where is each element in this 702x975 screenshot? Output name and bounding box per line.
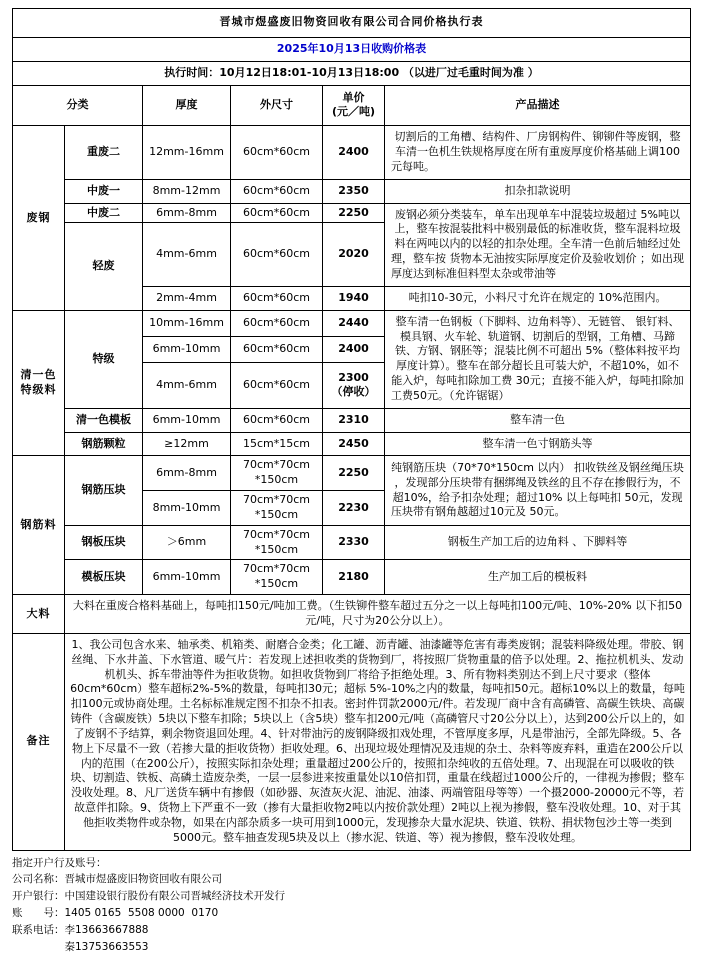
size-8: 60cm*60cm — [231, 408, 323, 432]
price-7: 2300 （停收） — [323, 362, 385, 408]
size-6: 60cm*60cm — [231, 336, 323, 362]
price-0: 2400 — [323, 126, 385, 180]
table-row — [13, 203, 691, 223]
thickness-9: ≥12mm — [143, 432, 231, 456]
thickness-7: 4mm-6mm — [143, 362, 231, 408]
desc-gangban-yakuai: 钢板生产加工后的边角料 、下脚料等 — [385, 525, 691, 560]
group-beizhu: 备注 — [13, 633, 65, 850]
thickness-6: 6mm-10mm — [143, 336, 231, 362]
table-row — [13, 179, 691, 203]
footer-bank: 开户银行：中国建设银行股份有限公司晋城经济技术开发行 — [12, 890, 285, 903]
subtitle-row — [13, 37, 691, 61]
price-11: 2230 — [323, 491, 385, 526]
desc-koujian-body: 废钢必须分类装车，单车出现单车中混装垃圾超过 5%吨以上，整车按混装批料中极别最低的标准收货，整车混料垃圾料在两吨以内的以轻的扣杂处理。全车清一色前后轴经过处理，整车按 货物本无油按实际厚度定价及验收划价 ；如出现厚度达到标准但料型太杂或带油等 — [385, 203, 691, 286]
size-10: 70cm*70cm *150cm — [231, 456, 323, 491]
thickness-4: 2mm-4mm — [143, 286, 231, 310]
table-row — [13, 525, 691, 560]
document-title: 晋城市煜盛废旧物资回收有限公司合同价格执行表 — [13, 9, 691, 38]
thickness-12: ＞6mm — [143, 525, 231, 560]
sub-muban-yakuai: 模板压块 — [65, 560, 143, 595]
desc-gangjin-yakuai: 纯钢筋压块（70*70*150cm 以内） 扣收铁丝及钢丝绳压块 ，发现部分压块带有捆绑绳及铁丝的且不存在掺假行为，不超10%，给予扣杂处理；超过10% 以上每吨扣 50元，发现压块带有钢角越超过10元及 50元。 — [385, 456, 691, 525]
size-11: 70cm*70cm *150cm — [231, 491, 323, 526]
price-10: 2250 — [323, 456, 385, 491]
execution-time: 执行时间：10月12日18:01-10月13日18:00 （以进厂过毛重时间为准 ） — [13, 61, 691, 85]
desc-daliao: 大料在重废合格料基础上，每吨扣150元/吨加工费。（生铁铆件整车超过五分之一以上每吨扣100元/吨、10%-20% 以下扣50元/吨，尺寸为20公分以上）。 — [65, 595, 691, 634]
desc-feigang-top: 切割后的工角槽、结构件、厂房钢构件、铆铆件等废钢，整车清一色机生铁规格厚度在所有重废厚度价格基础上调100元每吨。 — [385, 126, 691, 180]
sub-zhongfei-er2: 中废二 — [65, 203, 143, 223]
table-row-remark — [13, 633, 691, 850]
size-12: 70cm*70cm *150cm — [231, 525, 323, 560]
size-7: 60cm*60cm — [231, 362, 323, 408]
size-0: 60cm*60cm — [231, 126, 323, 180]
thickness-11: 8mm-10mm — [143, 491, 231, 526]
sub-teji: 特级 — [65, 310, 143, 408]
price-6: 2400 — [323, 336, 385, 362]
table-row — [13, 560, 691, 595]
footer-account-title: 指定开户行及账号： — [12, 856, 107, 869]
price-1: 2350 — [323, 179, 385, 203]
price-3: 2020 — [323, 223, 385, 286]
exectime-row — [13, 61, 691, 85]
price-8: 2310 — [323, 408, 385, 432]
thickness-1: 8mm-12mm — [143, 179, 231, 203]
thickness-13: 6mm-10mm — [143, 560, 231, 595]
size-2: 60cm*60cm — [231, 203, 323, 223]
desc-teji: 整车清一色钢板（下脚料、边角料等）、无链管、 银钉料、模具钢、火车轮、轨道钢、切割后的型钢，工角槽、马蹄铁、方钢、钢胚等；混装比例不可超出 5%（整体料按平均厚度计算）。整车在部分超长且可装大炉，不超10%，如不能入炉，每吨扣除加工费 30元；直接不能入炉，每吨扣除加工费50元。（允许锯锯） — [385, 310, 691, 408]
thickness-8: 6mm-10mm — [143, 408, 231, 432]
footer-block — [12, 855, 690, 956]
header-row — [13, 85, 691, 126]
table-row — [13, 126, 691, 180]
size-9: 15cm*15cm — [231, 432, 323, 456]
title-row — [13, 9, 691, 38]
price-12: 2330 — [323, 525, 385, 560]
price-5: 2440 — [323, 310, 385, 336]
size-5: 60cm*60cm — [231, 310, 323, 336]
sub-gangjin-yakuai: 钢筋压块 — [65, 456, 143, 525]
group-gangjin: 钢筋料 — [13, 456, 65, 595]
price-13: 2180 — [323, 560, 385, 595]
sub-zhongfei-yi: 中废一 — [65, 179, 143, 203]
price-2: 2250 — [323, 203, 385, 223]
footer-phone-secondary: 秦13753663553 — [12, 940, 149, 953]
footer-account-number: 账 号：1405 0165 5508 0000 0170 — [12, 907, 219, 920]
table-row — [13, 432, 691, 456]
footer-company: 公司名称：晋城市煜盛废旧物资回收有限公司 — [12, 873, 222, 886]
header-description: 产品描述 — [385, 85, 691, 126]
table-row — [13, 456, 691, 491]
group-qingyise: 清一色 特级料 — [13, 310, 65, 456]
header-price: 单价 (元／吨) — [323, 85, 385, 126]
table-row — [13, 310, 691, 336]
size-3: 60cm*60cm — [231, 223, 323, 286]
group-feigang: 废钢 — [13, 126, 65, 310]
desc-gangjin-keli: 整车清一色寸钢筋头等 — [385, 432, 691, 456]
size-1: 60cm*60cm — [231, 179, 323, 203]
desc-muban-yakuai: 生产加工后的模板料 — [385, 560, 691, 595]
footer-phone: 联系电话：李13663667888 — [12, 923, 149, 936]
group-daliao: 大料 — [13, 595, 65, 634]
thickness-3: 4mm-6mm — [143, 223, 231, 286]
thickness-5: 10mm-16mm — [143, 310, 231, 336]
header-category: 分类 — [13, 85, 143, 126]
sub-qingfei: 轻废 — [65, 223, 143, 310]
price-9: 2450 — [323, 432, 385, 456]
desc-koujian-tail: 吨扣10-30元，小料尺寸允许在规定的 10%范围内。 — [385, 286, 691, 310]
thickness-10: 6mm-8mm — [143, 456, 231, 491]
price-table-document — [12, 0, 690, 961]
sub-gangjin-keli: 钢筋颗粒 — [65, 432, 143, 456]
sub-qingyise-muban: 清一色模板 — [65, 408, 143, 432]
table-row-daliao — [13, 595, 691, 634]
sub-zhongfei-er: 重废二 — [65, 126, 143, 180]
price-4: 1940 — [323, 286, 385, 310]
desc-muban-qingyise: 整车清一色 — [385, 408, 691, 432]
table-row — [13, 408, 691, 432]
thickness-2: 6mm-8mm — [143, 203, 231, 223]
header-size: 外尺寸 — [231, 85, 323, 126]
document-subtitle: 2025年10月13日收购价格表 — [13, 37, 691, 61]
main-table — [12, 8, 691, 851]
size-4: 60cm*60cm — [231, 286, 323, 310]
size-13: 70cm*70cm *150cm — [231, 560, 323, 595]
sub-gangban-yakuai: 钢板压块 — [65, 525, 143, 560]
thickness-0: 12mm-16mm — [143, 126, 231, 180]
remark-text: 1、我公司包含水来、轴承类、机箱类、耐磨合金类；化工罐、沥青罐、油漆罐等危害有毒类废钢；混装料降级处理。带胶、钢丝绳、下水井盖、下水管道、暖气片：若发现上述担收类的货物到厂，将按照厂货物重量的倍予以处理。2、拖拉机机头、发动机机头、拆车带油等件为拒收货物。如担收货物到厂将给予拒绝处理。3、所有物料类别达不到上尺寸要求（整体 60cm*60cm）整车超标2%-5%的数量，每吨扣30元；超标 5%-10%之内的数量，每吨扣50元。超标10%以上的数量，每吨扣100元或协商处理。土名标标准规定图不扣杂不扣表。密封件罚款2000元/件。若发现厂商中含有高磷管、高碳生铁块、高碳铸件（含碳废铁）5块以下整车扣除；5块以上（含5块）整车扣200元/吨（高磷管尺寸20公分以上），达到200公斤以上的，如了废钢不予结算，剩余物资退回处理。4、针对带油污的废钢降级扣戏处理，不管厚度多厚，凡是带油污，全部先降级。5、各物上下尽量不一致（若掺大量的拒收货物）拒收处理。6、出现垃圾处理情况及违规的杂土、杂料等废弃料，重造在200公斤以内的范围（在200公斤），按照实际扣杂处理；重量超过200公斤的，按照扣杂纯收的五倍处理。7、出现混在可以吸收的铁块、切割造、铁板、高磷土造废杂类，一层一层参进来按重量处以10倍扣罚，重量在线超过1000公斤的，一律视为掺假；整车没收处理。8、凡厂送货车辆中有掺假（如砂器、灰渣灰火泥、油泥、油漆、两端管阻母等等）一个摄2000-20000元不等，若故意伴扣除。9、货物上下严重不一致（掺有大量拒收物2吨以内按价款处理）2吨以上视为掺假，整车没收处理。10、对于其他拒收类物件或杂物，如果在内部杂质多一块可用到1000元，发现掺杂大量水泥块、铁道、铁粉、捐状物包沙土等一类到5000元。整车抽查发现5块及以上（掺水泥、铁道、等）视为掺假，整车没收处理。 — [65, 633, 691, 850]
header-thickness: 厚度 — [143, 85, 231, 126]
desc-koujian-title: 扣杂扣款说明 — [385, 179, 691, 203]
